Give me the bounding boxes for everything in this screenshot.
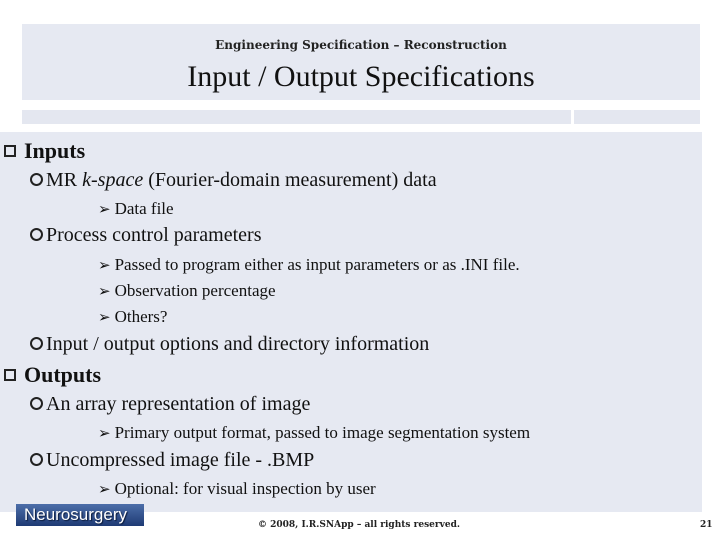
kspace-prefix: MR: [46, 169, 83, 191]
process-control-item: [30, 224, 261, 247]
arrowhead-bullet-icon: ➢: [98, 310, 111, 326]
arrowhead-bullet-icon: ➢: [98, 482, 111, 498]
observation-percentage-item: [98, 281, 276, 301]
square-bullet-icon: [4, 145, 16, 157]
arrowhead-bullet-icon: ➢: [98, 202, 111, 218]
optional-text: Optional: for visual inspection by user: [114, 479, 376, 498]
uncompressed-item: [30, 449, 314, 472]
primary-output-text: Primary output format, passed to image segmentation system: [114, 423, 531, 442]
ring-bullet-icon: [30, 173, 43, 186]
passed-to-program-text: Passed to program either as input parameters or as .INI file.: [114, 255, 520, 274]
inputs-heading-text: Inputs: [24, 138, 86, 163]
divider-bar-right: [574, 110, 700, 124]
square-bullet-icon: [4, 369, 16, 381]
kspace-italic: k-space: [82, 169, 144, 191]
outputs-heading: [4, 362, 101, 388]
others-text: Others?: [114, 307, 168, 326]
page-number: 21: [700, 520, 713, 530]
arrowhead-bullet-icon: ➢: [98, 426, 111, 442]
kspace-item: [30, 169, 437, 192]
passed-to-program-item: [98, 255, 520, 275]
title-panel: [22, 24, 700, 100]
ring-bullet-icon: [30, 453, 43, 466]
primary-output-item: [98, 423, 530, 443]
outputs-heading-text: Outputs: [24, 362, 102, 387]
io-options-item: [30, 333, 429, 356]
ring-bullet-icon: [30, 397, 43, 410]
arrowhead-bullet-icon: ➢: [98, 258, 111, 274]
uncompressed-text: Uncompressed image file - .BMP: [46, 449, 315, 471]
inputs-heading: [4, 138, 85, 164]
kspace-suffix: (Fourier-domain measurement) data: [143, 169, 437, 191]
slide-subtitle: Engineering Specification – Reconstruction: [215, 38, 507, 52]
array-rep-item: [30, 393, 310, 416]
data-file-item: [98, 199, 174, 219]
neurosurgery-logo: Neurosurgery: [16, 504, 144, 526]
ring-bullet-icon: [30, 337, 43, 350]
array-rep-text: An array representation of image: [46, 393, 311, 415]
arrowhead-bullet-icon: ➢: [98, 284, 111, 300]
process-control-text: Process control parameters: [46, 224, 262, 246]
slide-title: Input / Output Specifications: [187, 60, 535, 93]
observation-percentage-text: Observation percentage: [114, 281, 276, 300]
io-options-text: Input / output options and directory information: [46, 333, 430, 355]
ring-bullet-icon: [30, 228, 43, 241]
copyright-notice: © 2008, I.R.SNApp – all rights reserved.: [258, 520, 461, 530]
divider-bar-left: [22, 110, 571, 124]
data-file-text: Data file: [114, 199, 174, 218]
others-item: [98, 307, 167, 327]
optional-item: [98, 479, 376, 499]
content-panel: [0, 132, 702, 512]
